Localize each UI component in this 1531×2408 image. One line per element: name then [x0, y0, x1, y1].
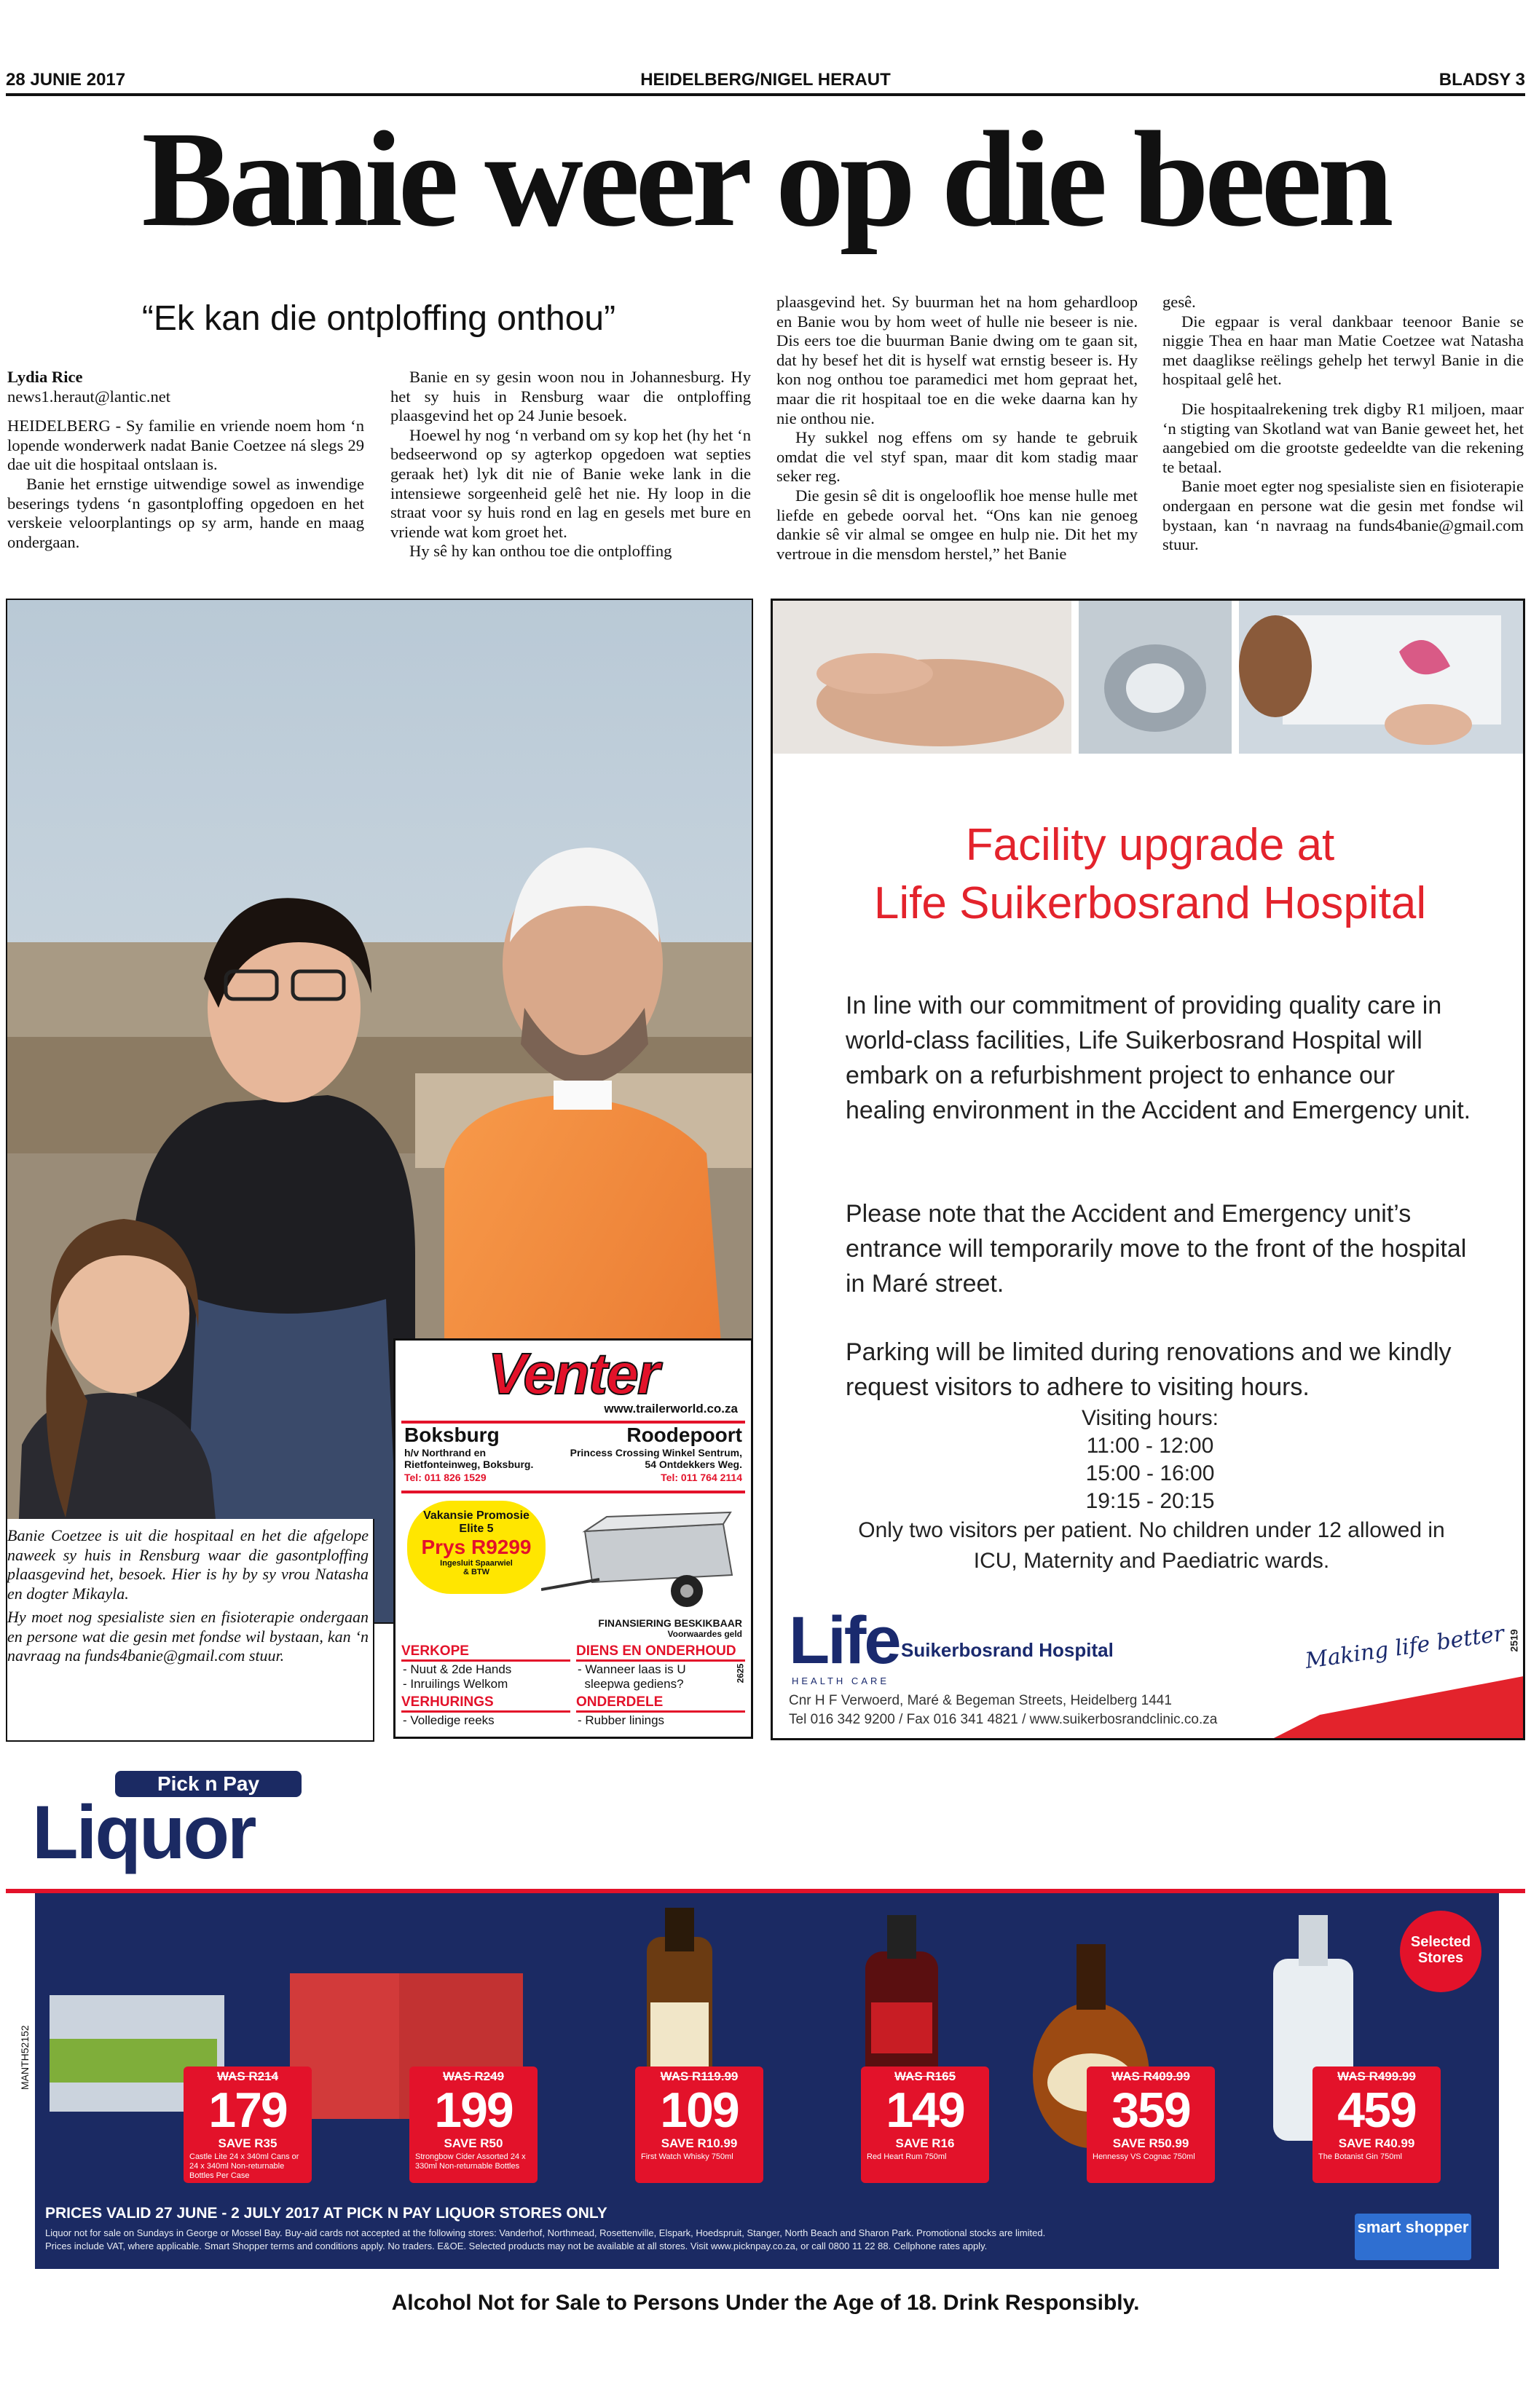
- saving: SAVE R50: [444, 2136, 503, 2150]
- divider: [787, 1600, 1525, 1603]
- saving: SAVE R16: [895, 2136, 955, 2150]
- price-tag: [1087, 2066, 1215, 2183]
- ad-paragraph-3: Parking will be limited during renovations and we kindly request visitors to adhere to visiting hours.: [846, 1338, 1452, 1401]
- paragraph: Banie moet egter nog spesialiste sien en fisioterapie ondergaan en persone wat die gesin met fondse wil bystaan, kan ‘n navraag na funds4banie@gmail.com stuur.: [1162, 477, 1524, 554]
- saving: SAVE R35: [218, 2136, 278, 2150]
- visitor-note: Only two visitors per patient. No children under 12 allowed in ICU, Maternity and Paediatric wards.: [858, 1518, 1445, 1573]
- paragraph: Hy sukkel nog effens om sy hande te gebruik omdat die vel styf span, maar dit kom stadig maar seker reg.: [776, 428, 1138, 486]
- pnp-logo-top: Pick n Pay: [115, 1771, 302, 1797]
- saving: SAVE R10.99: [661, 2136, 738, 2150]
- sale-price: 459: [1337, 2083, 1416, 2138]
- price-tag: [409, 2066, 538, 2183]
- paragraph: Die hospitaalrekening trek digby R1 miljoen, maar ‘n stigting van Skotland wat van Banie geweet het, het aangebied om die grootste gedeeldte van die rekening te betaal.: [1162, 399, 1524, 476]
- smart-shopper-logo: smart shopper: [1355, 2214, 1471, 2260]
- fine-print-2: Prices include VAT, where applicable. Smart Shopper terms and conditions apply. No traders. E&OE. Selected products may not be available at all stores. Visit www.picknpay.co.za, or call 0800 11 22 88. Cellphone rates apply.: [45, 2241, 988, 2251]
- price-tag: [184, 2066, 312, 2183]
- section-rentals: VERHURINGS: [401, 1694, 570, 1713]
- product-description: Strongbow Cider Assorted 24 x 330ml Non-returnable Bottles: [415, 2152, 526, 2171]
- price-tag: [635, 2066, 763, 2183]
- fine-print-1: Liquor not for sale on Sundays in George or Mossel Bay. Buy-aid cards not accepted at the following stores: Vanderhof, Northmead, Rosettenville, Elspark, Hoedspruit, Stanger, North Beach and Sharon Park. Promotional stocks are limited.: [45, 2227, 1046, 2238]
- caption-paragraph: Hy moet nog spesialiste sien en fisioterapie ondergaan en persone wat die gesin met fondse wil bystaan, kan ‘n navraag na funds4banie@gmail.com stuur.: [7, 1608, 369, 1665]
- headline: Banie weer op die been: [141, 103, 1390, 255]
- promo-label: Vakansie Promosie: [423, 1509, 530, 1522]
- parts-item: - Rubber linings: [578, 1713, 665, 1727]
- section-service: DIENS EN ONDERHOUD: [576, 1643, 745, 1662]
- branch-1-tel: Tel: 011 826 1529: [404, 1472, 487, 1483]
- was-price: WAS R165: [894, 2069, 956, 2083]
- service-item: sleepwa gediens?: [578, 1677, 684, 1691]
- service-item: - Wanneer laas is U: [578, 1662, 686, 1676]
- ad-paragraph-1: In line with our commitment of providing quality care in world-class facilities, Life Suikerbosrand Hospital will embark on a refurbishment project to enhance our healing environment in the Accident and Emergency unit.: [846, 992, 1471, 1124]
- article-column-4: [1162, 293, 1524, 555]
- paragraph: Die gesin sê dit is ongelooflik hoe mense hulle met liefde en gebede oorval het. “Ons kan nie genoeg dankie sê vir almal se omgee en hulp nie. Dit het my vertroue in die mensdom herstel,” het Banie: [776, 486, 1138, 563]
- saving: SAVE R40.99: [1338, 2136, 1415, 2150]
- promo-badge: [407, 1501, 546, 1594]
- paragraph: Hoewel hy nog ‘n verband om sy kop het (hy het ‘n bedseerwond op sy agterkop opgedoen wat septies geraak het) lyk dit nie of Banie weke lank in die intensiewe sorgeenheid gelê het nie. Hy loop in die straat voor sy huis rond en lag en gesels met bure en vriende wat kom groet het.: [390, 425, 751, 541]
- was-price: WAS R119.99: [660, 2069, 739, 2083]
- responsible-drinking-warning: Alcohol Not for Sale to Persons Under the Age of 18. Drink Responsibly.: [391, 2291, 1140, 2315]
- price-tag: [1312, 2066, 1441, 2183]
- sale-price: 179: [208, 2083, 287, 2138]
- paragraph: plaasgevind het. Sy buurman het na hom gehardloop en Banie wou by hom weet of hulle nie beseer is nie. Dis eers toe die buurman Banie dwing om te gaan sit, dat hy besef het dit is hyself wat ernstig beseer is. Hy kon nog onthou toe paramedici met hom gepraat het, maar die rit hospitaal toe en die weke daarna kan hy nie onthou nie.: [776, 293, 1138, 427]
- price-tag: [861, 2066, 989, 2183]
- ad-title-line-1: Facility upgrade at: [965, 820, 1335, 870]
- visiting-hours-2: 15:00 - 16:00: [1085, 1461, 1215, 1485]
- branch-2-tel: Tel: 011 764 2114: [661, 1472, 742, 1483]
- ad-slogan: Making life better: [1303, 1621, 1506, 1674]
- finance-label: FINANSIERING BESKIKBAAR: [598, 1617, 742, 1629]
- caption-paragraph: Banie Coetzee is uit die hospitaal en het die afgelope naweek sy huis in Rensburg waar die gasontploffing plaasgevind het, besoek. Hier is hy by sy vrou Natasha en dogter Mikayla.: [7, 1526, 369, 1603]
- ad-reference: 2625: [735, 1663, 746, 1683]
- article-column-1: [7, 368, 364, 552]
- paragraph: Die egpaar is veral dankbaar teenoor Banie se niggie Thea en haar man Matie Coetzee wat Natasha met daaglikse reëlings gehelp het terwyl Banie in die hospitaal gelê het.: [1162, 312, 1524, 389]
- branch-2-name: Roodepoort: [626, 1424, 742, 1446]
- author-name: Lydia Rice: [7, 368, 83, 386]
- life-logo: Life: [789, 1603, 900, 1678]
- visiting-hours-3: 19:15 - 20:15: [1085, 1489, 1215, 1513]
- product-description: Red Heart Rum 750ml: [867, 2152, 947, 2161]
- was-price: WAS R214: [216, 2069, 279, 2083]
- promo-model: Elite 5: [459, 1523, 494, 1535]
- trailer-image: [541, 1509, 745, 1619]
- visiting-hours-label: Visiting hours:: [1082, 1406, 1219, 1430]
- subheadline: “Ek kan die ontploffing onthou”: [141, 299, 616, 338]
- ad-title-line-2: Life Suikerbosrand Hospital: [873, 878, 1427, 928]
- paragraph: gesê.: [1162, 293, 1196, 311]
- hospital-address: Cnr H F Verwoerd, Maré & Begeman Streets, Heidelberg 1441: [789, 1693, 1172, 1708]
- divider: [401, 1491, 745, 1493]
- venter-url: www.trailerworld.co.za: [604, 1402, 738, 1416]
- paragraph: Hy sê hy kan onthou toe die ontploffing: [409, 542, 672, 561]
- selected-stores-badge: Selected Stores: [1410, 1934, 1471, 1966]
- hospital-name: Suikerbosrand Hospital: [901, 1639, 1114, 1661]
- product-description: Hennessy VS Cognac 750ml: [1093, 2152, 1195, 2161]
- sales-item: - Nuut & 2de Hands: [403, 1662, 512, 1676]
- validity-text: PRICES VALID 27 JUNE - 2 JULY 2017 AT PICK N PAY LIQUOR STORES ONLY: [45, 2205, 607, 2222]
- hospital-advert: [771, 599, 1525, 1740]
- saving: SAVE R50.99: [1112, 2136, 1189, 2150]
- newspaper-name: HEIDELBERG/NIGEL HERAUT: [640, 70, 891, 90]
- branch-1-name: Boksburg: [404, 1424, 500, 1446]
- sale-price: 109: [660, 2083, 739, 2138]
- was-price: WAS R499.99: [1337, 2069, 1416, 2083]
- section-sales: VERKOPE: [401, 1643, 570, 1662]
- header-rule: [6, 93, 1525, 96]
- branch-2-address: Princess Crossing Winkel Sentrum, 54 Ontdekkers Weg.: [570, 1447, 742, 1470]
- venter-advert: [393, 1338, 753, 1739]
- page-number: BLADSY 3: [1438, 70, 1525, 90]
- sale-price: 359: [1111, 2083, 1190, 2138]
- product-description: Castle Lite 24 x 340ml Cans or 24 x 340ml Non-returnable Bottles Per Case: [189, 2152, 299, 2180]
- ad-reference: MANTH52152: [19, 2025, 31, 2090]
- paragraph: Banie en sy gesin woon nou in Johannesburg. Hy het sy huis in Rensburg waar die ontploffing plaasgevind het op 24 Junie besoek.: [390, 368, 751, 425]
- product-description: The Botanist Gin 750ml: [1318, 2152, 1402, 2161]
- article-column-3: [776, 293, 1138, 564]
- ad-reference: 2519: [1508, 1629, 1520, 1652]
- article-column-2: [390, 368, 751, 561]
- pnp-logo-main: Liquor: [32, 1791, 255, 1875]
- was-price: WAS R409.99: [1111, 2069, 1190, 2083]
- venter-logo: Venter: [487, 1341, 658, 1406]
- paragraph: HEIDELBERG - Sy familie en vriende noem hom ‘n lopende wonderwerk nadat Banie Coetzee ná slegs 29 dae uit die hospitaal ontslaan is.: [7, 417, 364, 474]
- visiting-hours-1: 11:00 - 12:00: [1086, 1434, 1214, 1458]
- promo-price-note: Ingesluit Spaarwiel & BTW: [440, 1559, 513, 1576]
- product-description: First Watch Whisky 750ml: [641, 2152, 733, 2161]
- branch-1-address: h/v Northrand en Rietfonteinweg, Boksburg.: [404, 1447, 534, 1470]
- section-parts: ONDERDELE: [576, 1694, 745, 1713]
- sales-item: - Inruilings Welkom: [403, 1677, 508, 1691]
- sale-price: 199: [434, 2083, 513, 2138]
- promo-price: Prys R9299: [421, 1536, 532, 1558]
- photo-caption: [7, 1526, 369, 1666]
- finance-note: Voorwaardes geld: [667, 1629, 742, 1639]
- rentals-item: - Volledige reeks: [403, 1713, 495, 1727]
- issue-date: 28 JUNIE 2017: [6, 70, 126, 90]
- pnp-liquor-advert: [6, 1753, 1525, 2394]
- red-swoosh: [1268, 1675, 1525, 1740]
- life-logo-sub: HEALTH CARE: [792, 1675, 890, 1686]
- hospital-banner-images: [773, 601, 1525, 754]
- was-price: WAS R249: [442, 2069, 505, 2083]
- ad-paragraph-2: Please note that the Accident and Emergency unit’s entrance will temporarily move to the front of the hospital in Maré street.: [846, 1200, 1467, 1298]
- hospital-contact: Tel 016 342 9200 / Fax 016 341 4821 / www.suikerbosrandclinic.co.za: [789, 1712, 1218, 1727]
- author-email: news1.heraut@lantic.net: [7, 387, 171, 406]
- sale-price: 149: [886, 2083, 964, 2138]
- paragraph: Banie het ernstige uitwendige sowel as inwendige beserings tydens ‘n gasontploffing opgedoen en het verskeie veloorplantings op sy arm, hande en maag ondergaan.: [7, 474, 364, 551]
